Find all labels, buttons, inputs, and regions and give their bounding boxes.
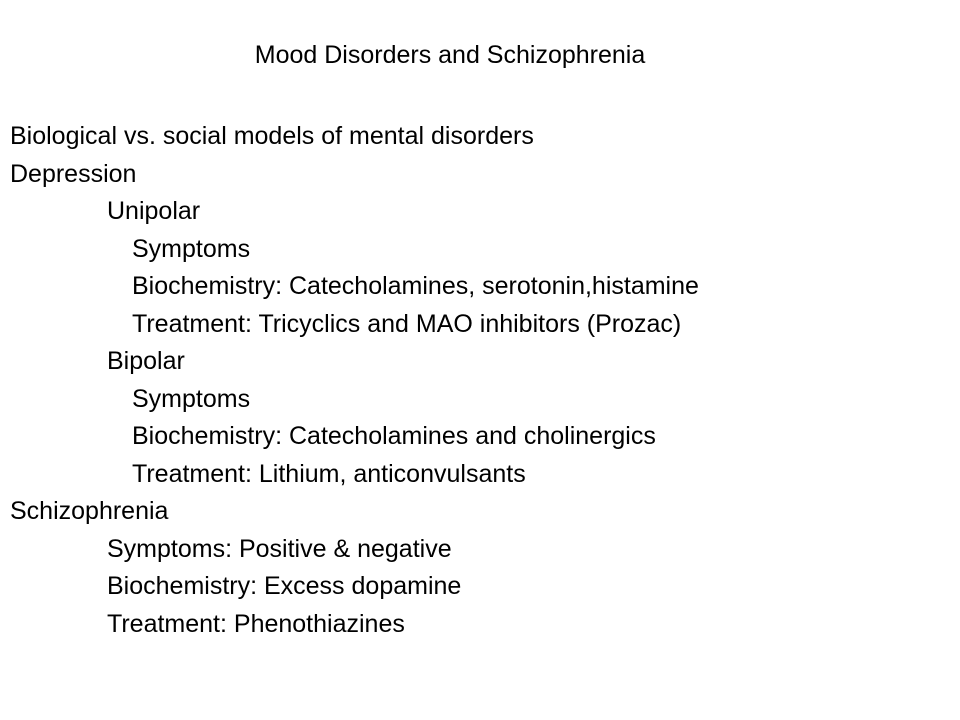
outline-line-schizophrenia-biochemistry: Biochemistry: Excess dopamine: [107, 572, 462, 600]
outline-line-unipolar-treatment: Treatment: Tricyclics and MAO inhibitors (Prozac): [132, 309, 682, 338]
outline-line-bipolar: Bipolar: [107, 347, 185, 375]
outline-line-bipolar-treatment: Treatment: Lithium, anticonvulsants: [132, 459, 526, 488]
outline-line-unipolar: Unipolar: [107, 197, 201, 225]
outline-line-schizophrenia-symptoms: Symptoms: Positive & negative: [107, 534, 452, 563]
outline-line-schizophrenia-treatment: Treatment: Phenothiazines: [107, 609, 405, 638]
slide-title: Mood Disorders and Schizophrenia: [254, 41, 646, 69]
outline-line-depression: Depression: [10, 159, 137, 188]
outline-list: [10, 118, 699, 643]
outline-line-schizophrenia: Schizophrenia: [10, 497, 169, 525]
outline-line-unipolar-biochemistry: Biochemistry: Catecholamines, serotonin,histamine: [132, 272, 699, 300]
outline-line-unipolar-symptoms: Symptoms: [132, 234, 251, 263]
outline-line-bipolar-symptoms: Symptoms: [132, 384, 251, 413]
outline-line-bipolar-biochemistry: Biochemistry: Catecholamines and cholinergics: [132, 422, 656, 450]
outline-line-biological-vs-social: Biological vs. social models of mental disorders: [10, 122, 534, 150]
